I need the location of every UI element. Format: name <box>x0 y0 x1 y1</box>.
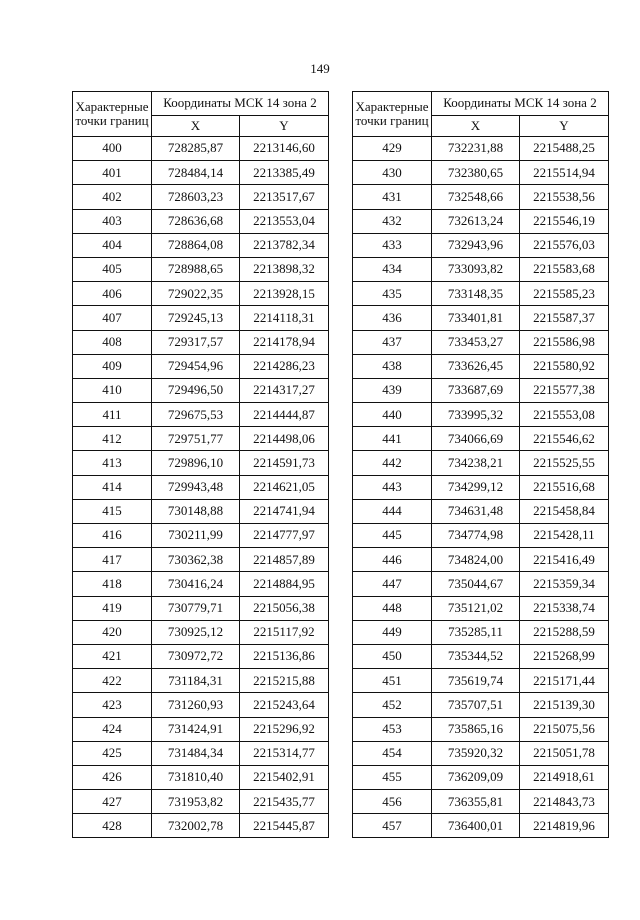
table-row <box>73 669 329 693</box>
point-number-cell: 456 <box>353 790 432 814</box>
point-number-cell: 405 <box>73 257 152 281</box>
x-coordinate-cell: 729022,35 <box>152 282 240 306</box>
point-number-cell: 436 <box>353 306 432 330</box>
y-coordinate-cell: 2213517,67 <box>240 185 329 209</box>
point-number-cell: 455 <box>353 765 432 789</box>
x-coordinate-cell: 730925,12 <box>152 620 240 644</box>
x-coordinate-cell: 732002,78 <box>152 814 240 838</box>
y-coordinate-cell: 2214286,23 <box>240 354 329 378</box>
table-row <box>353 548 609 572</box>
table-row <box>353 403 609 427</box>
table-row <box>353 620 609 644</box>
x-coordinate-cell: 730362,38 <box>152 548 240 572</box>
point-number-cell: 409 <box>73 354 152 378</box>
table-row <box>73 330 329 354</box>
x-coordinate-cell: 732231,88 <box>432 137 520 161</box>
point-number-cell: 415 <box>73 499 152 523</box>
y-coordinate-cell: 2215139,30 <box>520 693 609 717</box>
y-coordinate-cell: 2214118,31 <box>240 306 329 330</box>
point-number-cell: 417 <box>73 548 152 572</box>
y-coordinate-cell: 2215171,44 <box>520 669 609 693</box>
x-coordinate-cell: 734238,21 <box>432 451 520 475</box>
y-coordinate-cell: 2214884,95 <box>240 572 329 596</box>
x-coordinate-cell: 728285,87 <box>152 137 240 161</box>
point-number-cell: 410 <box>73 378 152 402</box>
point-number-cell: 454 <box>353 741 432 765</box>
y-coordinate-cell: 2215580,92 <box>520 354 609 378</box>
x-coordinate-cell: 734824,00 <box>432 548 520 572</box>
point-number-cell: 433 <box>353 233 432 257</box>
table-row <box>73 427 329 451</box>
table-row <box>353 693 609 717</box>
x-coordinate-cell: 729454,96 <box>152 354 240 378</box>
y-coordinate-cell: 2215538,56 <box>520 185 609 209</box>
table-row <box>73 499 329 523</box>
point-number-cell: 401 <box>73 161 152 185</box>
y-coordinate-cell: 2213898,32 <box>240 257 329 281</box>
table-row <box>73 644 329 668</box>
y-column-header: Y <box>240 116 329 137</box>
table-row <box>73 596 329 620</box>
table-row <box>73 378 329 402</box>
table-row <box>73 572 329 596</box>
y-coordinate-cell: 2215288,59 <box>520 620 609 644</box>
point-number-cell: 457 <box>353 814 432 838</box>
point-number-cell: 442 <box>353 451 432 475</box>
point-number-cell: 450 <box>353 644 432 668</box>
y-coordinate-cell: 2215488,25 <box>520 137 609 161</box>
table-row <box>353 475 609 499</box>
point-number-cell: 435 <box>353 282 432 306</box>
y-coordinate-cell: 2215585,23 <box>520 282 609 306</box>
x-coordinate-cell: 730416,24 <box>152 572 240 596</box>
point-number-cell: 426 <box>73 765 152 789</box>
point-number-cell: 429 <box>353 137 432 161</box>
point-number-cell: 424 <box>73 717 152 741</box>
table-row <box>73 548 329 572</box>
x-coordinate-cell: 734299,12 <box>432 475 520 499</box>
y-coordinate-cell: 2215553,08 <box>520 403 609 427</box>
table-row <box>353 524 609 548</box>
table-row <box>353 790 609 814</box>
x-coordinate-cell: 732943,96 <box>432 233 520 257</box>
point-number-cell: 452 <box>353 693 432 717</box>
table-row <box>73 185 329 209</box>
x-coordinate-cell: 729245,13 <box>152 306 240 330</box>
y-coordinate-cell: 2215314,77 <box>240 741 329 765</box>
point-number-cell: 451 <box>353 669 432 693</box>
point-number-cell: 421 <box>73 644 152 668</box>
y-coordinate-cell: 2215586,98 <box>520 330 609 354</box>
point-number-cell: 430 <box>353 161 432 185</box>
coordinates-header: Координаты МСК 14 зона 2 <box>432 92 609 116</box>
table-row <box>353 717 609 741</box>
table-row <box>73 790 329 814</box>
x-coordinate-cell: 729751,77 <box>152 427 240 451</box>
table-row <box>353 354 609 378</box>
x-coordinate-cell: 735044,67 <box>432 572 520 596</box>
table-row <box>73 741 329 765</box>
y-coordinate-cell: 2214498,06 <box>240 427 329 451</box>
point-number-cell: 447 <box>353 572 432 596</box>
y-coordinate-cell: 2213553,04 <box>240 209 329 233</box>
x-coordinate-cell: 731810,40 <box>152 765 240 789</box>
y-coordinate-cell: 2214819,96 <box>520 814 609 838</box>
table-row <box>353 378 609 402</box>
point-number-cell: 419 <box>73 596 152 620</box>
point-column-header: Характерные точки границ <box>73 92 152 137</box>
table-row <box>73 717 329 741</box>
point-number-cell: 453 <box>353 717 432 741</box>
y-coordinate-cell: 2215416,49 <box>520 548 609 572</box>
coordinates-table-left <box>72 91 329 838</box>
point-number-cell: 406 <box>73 282 152 306</box>
point-number-cell: 411 <box>73 403 152 427</box>
point-number-cell: 444 <box>353 499 432 523</box>
table-row <box>73 257 329 281</box>
table-row <box>73 282 329 306</box>
x-coordinate-cell: 730972,72 <box>152 644 240 668</box>
y-coordinate-cell: 2215516,68 <box>520 475 609 499</box>
x-coordinate-cell: 730148,88 <box>152 499 240 523</box>
y-coordinate-cell: 2215583,68 <box>520 257 609 281</box>
y-coordinate-cell: 2215514,94 <box>520 161 609 185</box>
y-coordinate-cell: 2213782,34 <box>240 233 329 257</box>
point-number-cell: 412 <box>73 427 152 451</box>
table-body-left <box>73 137 329 838</box>
y-coordinate-cell: 2215577,38 <box>520 378 609 402</box>
x-coordinate-cell: 729496,50 <box>152 378 240 402</box>
x-coordinate-cell: 732613,24 <box>432 209 520 233</box>
x-coordinate-cell: 728484,14 <box>152 161 240 185</box>
y-coordinate-cell: 2214741,94 <box>240 499 329 523</box>
point-number-cell: 408 <box>73 330 152 354</box>
point-number-cell: 431 <box>353 185 432 209</box>
table-row <box>73 620 329 644</box>
table-row <box>353 765 609 789</box>
point-number-cell: 420 <box>73 620 152 644</box>
y-coordinate-cell: 2214918,61 <box>520 765 609 789</box>
point-number-cell: 418 <box>73 572 152 596</box>
y-coordinate-cell: 2214857,89 <box>240 548 329 572</box>
y-coordinate-cell: 2215075,56 <box>520 717 609 741</box>
y-coordinate-cell: 2215546,19 <box>520 209 609 233</box>
point-number-cell: 438 <box>353 354 432 378</box>
table-row <box>353 741 609 765</box>
y-coordinate-cell: 2214444,87 <box>240 403 329 427</box>
coordinates-table-right <box>352 91 609 838</box>
table-row <box>353 596 609 620</box>
x-coordinate-cell: 730211,99 <box>152 524 240 548</box>
x-coordinate-cell: 729896,10 <box>152 451 240 475</box>
x-coordinate-cell: 735865,16 <box>432 717 520 741</box>
table-row <box>73 403 329 427</box>
table-row <box>353 572 609 596</box>
y-coordinate-cell: 2214317,27 <box>240 378 329 402</box>
x-coordinate-cell: 736400,01 <box>432 814 520 838</box>
point-number-cell: 443 <box>353 475 432 499</box>
point-number-cell: 439 <box>353 378 432 402</box>
x-coordinate-cell: 729317,57 <box>152 330 240 354</box>
table-row <box>73 209 329 233</box>
point-number-cell: 448 <box>353 596 432 620</box>
table-row <box>353 306 609 330</box>
x-coordinate-cell: 736355,81 <box>432 790 520 814</box>
table-row <box>353 499 609 523</box>
y-coordinate-cell: 2213385,49 <box>240 161 329 185</box>
x-coordinate-cell: 728864,08 <box>152 233 240 257</box>
point-number-cell: 403 <box>73 209 152 233</box>
x-coordinate-cell: 733995,32 <box>432 403 520 427</box>
x-coordinate-cell: 733626,45 <box>432 354 520 378</box>
x-coordinate-cell: 732548,66 <box>432 185 520 209</box>
x-column-header: X <box>152 116 240 137</box>
point-number-cell: 423 <box>73 693 152 717</box>
y-coordinate-cell: 2215051,78 <box>520 741 609 765</box>
y-coordinate-cell: 2215243,64 <box>240 693 329 717</box>
table-row <box>353 209 609 233</box>
y-coordinate-cell: 2215576,03 <box>520 233 609 257</box>
table-row <box>73 475 329 499</box>
point-number-cell: 413 <box>73 451 152 475</box>
y-coordinate-cell: 2215546,62 <box>520 427 609 451</box>
table-row <box>73 354 329 378</box>
x-coordinate-cell: 733148,35 <box>432 282 520 306</box>
x-coordinate-cell: 728636,68 <box>152 209 240 233</box>
point-column-header: Характерные точки границ <box>353 92 432 137</box>
point-number-cell: 428 <box>73 814 152 838</box>
x-coordinate-cell: 733401,81 <box>432 306 520 330</box>
x-coordinate-cell: 734066,69 <box>432 427 520 451</box>
y-coordinate-cell: 2215458,84 <box>520 499 609 523</box>
point-number-cell: 425 <box>73 741 152 765</box>
y-coordinate-cell: 2214178,94 <box>240 330 329 354</box>
y-coordinate-cell: 2215338,74 <box>520 596 609 620</box>
y-coordinate-cell: 2215296,92 <box>240 717 329 741</box>
y-coordinate-cell: 2215587,37 <box>520 306 609 330</box>
table-row <box>73 524 329 548</box>
x-coordinate-cell: 736209,09 <box>432 765 520 789</box>
x-coordinate-cell: 734631,48 <box>432 499 520 523</box>
y-coordinate-cell: 2215136,86 <box>240 644 329 668</box>
table-row <box>353 185 609 209</box>
table-row <box>353 233 609 257</box>
x-coordinate-cell: 735707,51 <box>432 693 520 717</box>
table-row <box>353 137 609 161</box>
x-coordinate-cell: 735920,32 <box>432 741 520 765</box>
table-row <box>73 765 329 789</box>
x-coordinate-cell: 728988,65 <box>152 257 240 281</box>
coordinates-header: Координаты МСК 14 зона 2 <box>152 92 329 116</box>
x-coordinate-cell: 735285,11 <box>432 620 520 644</box>
x-column-header: X <box>432 116 520 137</box>
point-number-cell: 414 <box>73 475 152 499</box>
y-coordinate-cell: 2214843,73 <box>520 790 609 814</box>
point-number-cell: 437 <box>353 330 432 354</box>
x-coordinate-cell: 733687,69 <box>432 378 520 402</box>
page-number: 149 <box>310 61 330 76</box>
y-coordinate-cell: 2215056,38 <box>240 596 329 620</box>
point-number-cell: 402 <box>73 185 152 209</box>
x-coordinate-cell: 734774,98 <box>432 524 520 548</box>
table-row <box>73 137 329 161</box>
x-coordinate-cell: 733453,27 <box>432 330 520 354</box>
y-coordinate-cell: 2213146,60 <box>240 137 329 161</box>
y-coordinate-cell: 2215268,99 <box>520 644 609 668</box>
y-coordinate-cell: 2215359,34 <box>520 572 609 596</box>
x-coordinate-cell: 735344,52 <box>432 644 520 668</box>
y-coordinate-cell: 2215428,11 <box>520 524 609 548</box>
point-number-cell: 445 <box>353 524 432 548</box>
x-coordinate-cell: 731484,34 <box>152 741 240 765</box>
x-coordinate-cell: 735619,74 <box>432 669 520 693</box>
table-row <box>353 161 609 185</box>
table-row <box>73 693 329 717</box>
x-coordinate-cell: 735121,02 <box>432 596 520 620</box>
y-coordinate-cell: 2214777,97 <box>240 524 329 548</box>
x-coordinate-cell: 730779,71 <box>152 596 240 620</box>
y-coordinate-cell: 2215445,87 <box>240 814 329 838</box>
x-coordinate-cell: 729943,48 <box>152 475 240 499</box>
table-row <box>353 451 609 475</box>
y-coordinate-cell: 2215402,91 <box>240 765 329 789</box>
x-coordinate-cell: 731260,93 <box>152 693 240 717</box>
point-number-cell: 446 <box>353 548 432 572</box>
y-coordinate-cell: 2215215,88 <box>240 669 329 693</box>
table-row <box>353 330 609 354</box>
point-number-cell: 416 <box>73 524 152 548</box>
table-row <box>353 427 609 451</box>
y-coordinate-cell: 2215525,55 <box>520 451 609 475</box>
point-number-cell: 434 <box>353 257 432 281</box>
table-row <box>353 814 609 838</box>
point-number-cell: 407 <box>73 306 152 330</box>
y-coordinate-cell: 2215435,77 <box>240 790 329 814</box>
table-row <box>353 257 609 281</box>
table-row <box>353 644 609 668</box>
point-number-cell: 422 <box>73 669 152 693</box>
table-body-right <box>353 137 609 838</box>
table-row <box>73 814 329 838</box>
table-row <box>73 451 329 475</box>
x-coordinate-cell: 729675,53 <box>152 403 240 427</box>
y-coordinate-cell: 2214621,05 <box>240 475 329 499</box>
x-coordinate-cell: 733093,82 <box>432 257 520 281</box>
y-column-header: Y <box>520 116 609 137</box>
table-row <box>353 282 609 306</box>
point-number-cell: 427 <box>73 790 152 814</box>
point-number-cell: 440 <box>353 403 432 427</box>
point-number-cell: 449 <box>353 620 432 644</box>
y-coordinate-cell: 2214591,73 <box>240 451 329 475</box>
x-coordinate-cell: 731424,91 <box>152 717 240 741</box>
x-coordinate-cell: 731953,82 <box>152 790 240 814</box>
point-number-cell: 432 <box>353 209 432 233</box>
point-number-cell: 400 <box>73 137 152 161</box>
table-row <box>73 233 329 257</box>
x-coordinate-cell: 728603,23 <box>152 185 240 209</box>
point-number-cell: 441 <box>353 427 432 451</box>
table-row <box>73 161 329 185</box>
point-number-cell: 404 <box>73 233 152 257</box>
y-coordinate-cell: 2215117,92 <box>240 620 329 644</box>
y-coordinate-cell: 2213928,15 <box>240 282 329 306</box>
x-coordinate-cell: 732380,65 <box>432 161 520 185</box>
x-coordinate-cell: 731184,31 <box>152 669 240 693</box>
table-row <box>73 306 329 330</box>
table-row <box>353 669 609 693</box>
